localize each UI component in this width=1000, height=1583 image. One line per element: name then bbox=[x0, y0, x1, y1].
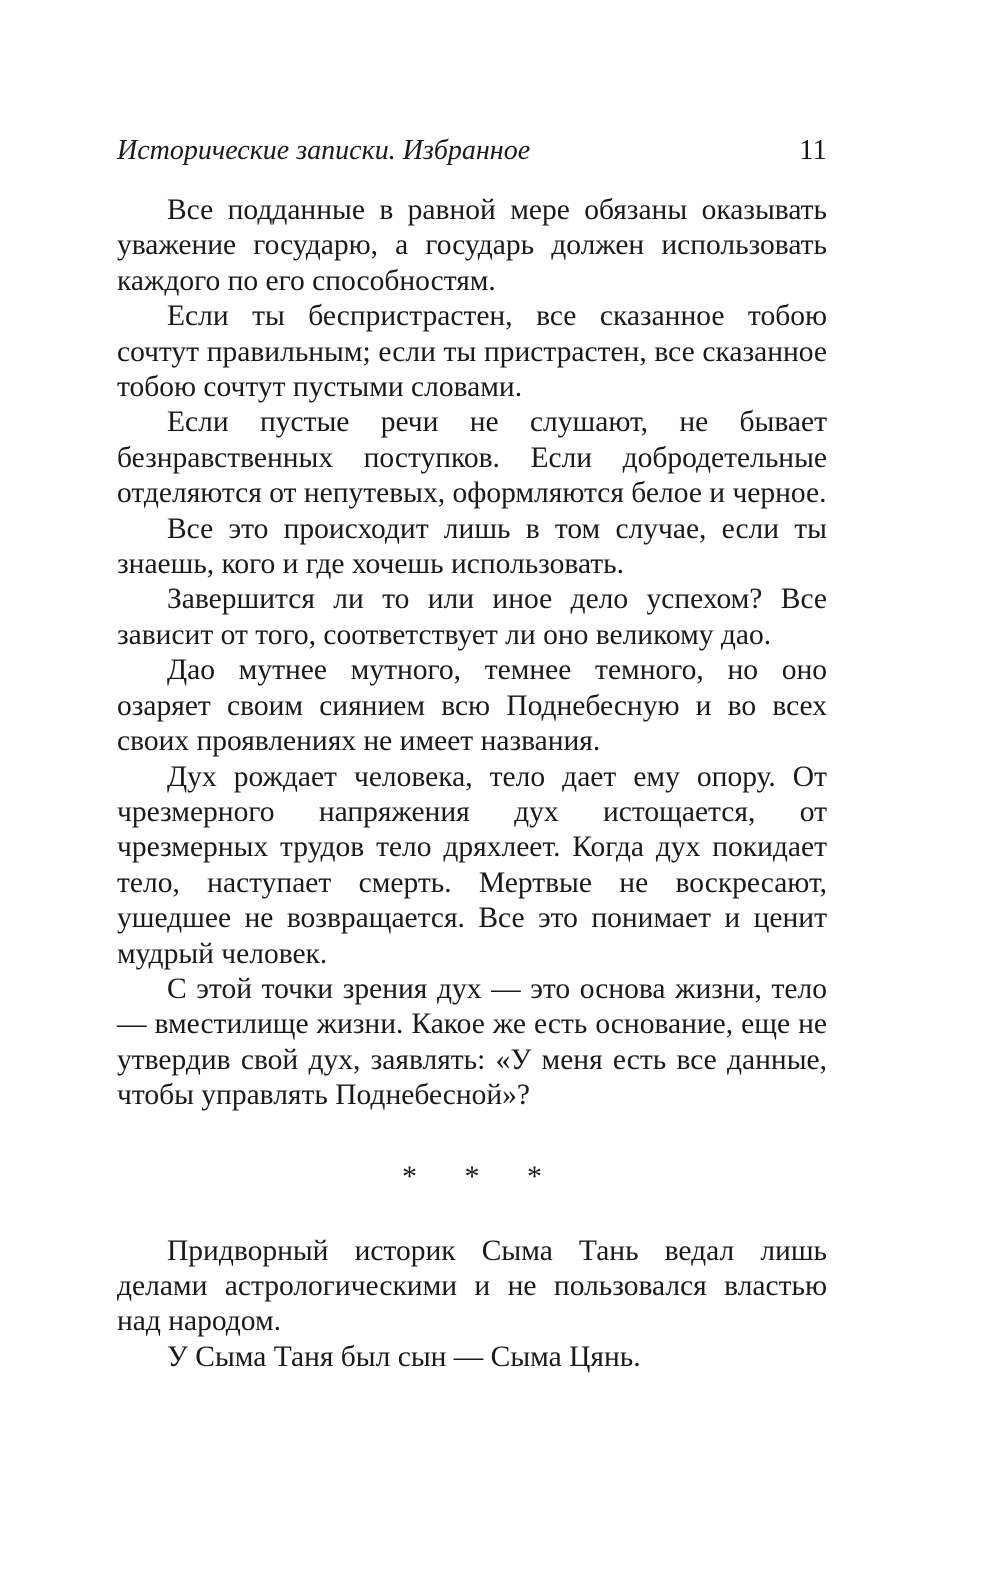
paragraph: Дао мутнее мутного, темнее темного, но оно озаряет своим сиянием всю Поднебесную и во всех своих проявлениях не имеет названия. bbox=[117, 654, 827, 758]
body-text-before bbox=[117, 193, 827, 1114]
paragraph: Придворный историк Сыма Тань ведал лишь делами астрологическими и не пользовался властью над народом. bbox=[117, 1234, 827, 1338]
paragraph: С этой точки зрения дух — это основа жизни, тело — вместилище жизни. Какое же есть основание, еще не утвердив свой дух, заявлять: «У меня есть все данные, чтобы управлять Поднебесной»? bbox=[117, 972, 827, 1112]
paragraph: Если ты беспристрастен, все сказанное тобою сочтут правильным; если ты пристрастен, все сказанное тобою сочтут пустыми словами. bbox=[117, 300, 827, 404]
paragraph: Если пустые речи не слушают, не бывает безнравственных поступков. Если добродетельные отделяются от непутевых, оформляются белое и черное. bbox=[117, 406, 827, 510]
body-text-after bbox=[117, 1234, 827, 1376]
paragraph: Все подданные в равной мере обязаны оказывать уважение государю, а государь должен использовать каждого по его способностям. bbox=[117, 194, 827, 297]
paragraph: Дух рождает человека, тело дает ему опору. От чрезмерного напряжения дух истощается, от чрезмерных трудов тело дряхлеет. Когда дух покидает тело, наступает смерть. Мертвые не воскресают, ушедшее не возвращается. Все это понимает и ценит мудрый человек. bbox=[117, 760, 827, 970]
paragraph: Все это происходит лишь в том случае, если ты знаешь, кого и где хочешь использовать. bbox=[117, 512, 827, 581]
page-number: 11 bbox=[799, 134, 827, 166]
running-head-title: Исторические записки. Избранное bbox=[117, 135, 531, 166]
section-separator: * * * bbox=[402, 1159, 562, 1193]
book-page bbox=[117, 130, 827, 1375]
paragraph: Завершится ли то или иное дело успехом? Все зависит от того, соответствует ли оно великому дао. bbox=[117, 583, 827, 651]
running-head bbox=[117, 130, 827, 171]
paragraph: У Сыма Таня был сын — Сыма Цянь. bbox=[167, 1340, 641, 1373]
